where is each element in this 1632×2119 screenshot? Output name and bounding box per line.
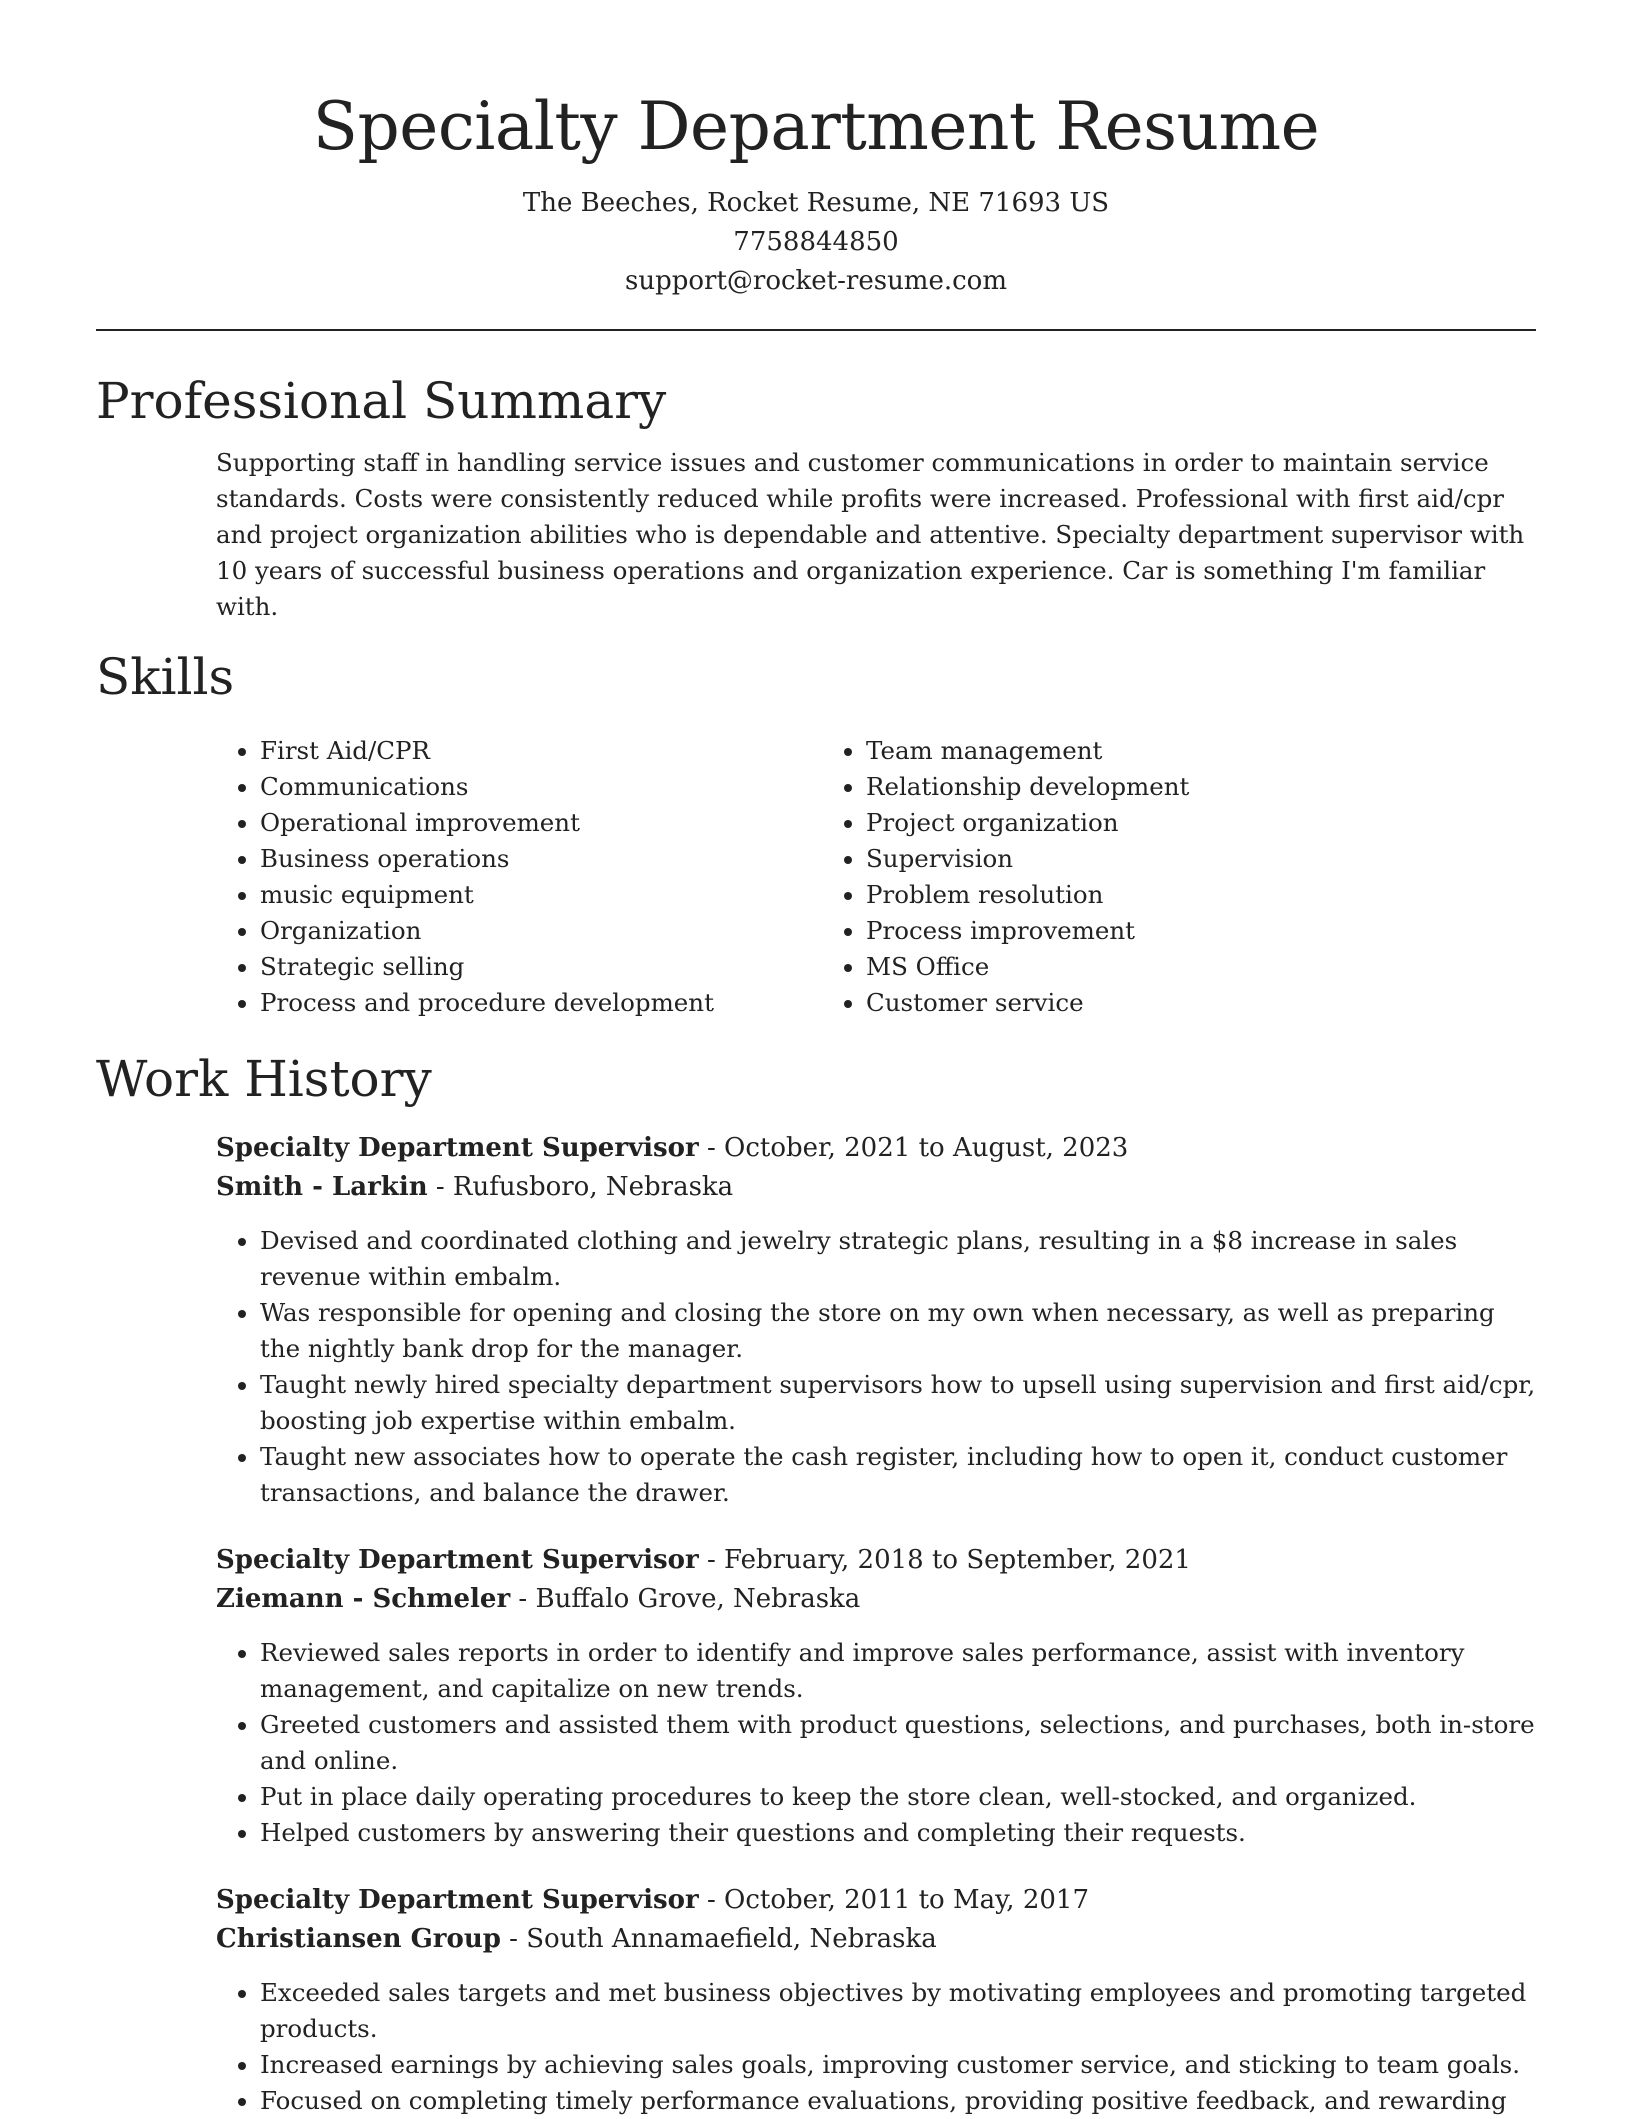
job-company-line: Ziemann - Schmeler - Buffalo Grove, Nebraska [216, 1584, 861, 1614]
summary-text: Supporting staff in handling service issues and customer communications in order to maintain service standards. Costs were consistently reduced while profits were increased. Professional with first aid/cpr and project organization abilities who is dependable and attentive. Specialty department supervisor with 10 years of successful business operations and organization experience. Car is something I'm familiar with. [216, 448, 1525, 621]
job-bullets [216, 1975, 1536, 2119]
skill-item: • Supervision [866, 841, 1189, 877]
skill-item: • Operational improvement [260, 805, 822, 841]
job-bullets [216, 1635, 1536, 1851]
work-history-heading: Work History [96, 1050, 432, 1108]
job-company-line: Smith - Larkin - Rufusboro, Nebraska [216, 1172, 734, 1202]
job-role: Specialty Department Supervisor [216, 1133, 699, 1163]
skill-item: • Communications [260, 769, 822, 805]
job-bullet: • Taught newly hired specialty department supervisors how to upsell using supervision and first aid/cpr, boosting job expertise within embalm. [260, 1367, 1536, 1439]
skill-item: • Organization [260, 913, 822, 949]
job-role-line: Specialty Department Supervisor - October, 2021 to August, 2023 [216, 1133, 1129, 1163]
job-role: Specialty Department Supervisor [216, 1545, 699, 1575]
skills-column-left [216, 733, 822, 1021]
job-bullets [216, 1223, 1536, 1511]
job-company: Smith - Larkin [216, 1172, 428, 1202]
job-company: Ziemann - Schmeler [216, 1584, 511, 1614]
job-bullet: • Was responsible for opening and closing the store on my own when necessary, as well as preparing the nightly bank drop for the manager. [260, 1295, 1536, 1367]
contact-email: support@rocket-resume.com [624, 266, 1007, 296]
skill-item: • Relationship development [866, 769, 1189, 805]
job-bullet: • Greeted customers and assisted them with product questions, selections, and purchases, both in-store and online. [260, 1707, 1536, 1779]
skill-item: • Process and procedure development [260, 985, 822, 1021]
resume-page [96, 0, 1536, 2119]
job-dates: October, 2021 to August, 2023 [724, 1133, 1129, 1163]
header-divider [96, 329, 1536, 331]
job-location: South Annamaefield, Nebraska [526, 1924, 937, 1954]
job-bullet: • Put in place daily operating procedures to keep the store clean, well-stocked, and organized. [260, 1779, 1536, 1815]
job-location: Buffalo Grove, Nebraska [535, 1584, 861, 1614]
contact-block [96, 184, 1536, 301]
job-bullet: • Devised and coordinated clothing and jewelry strategic plans, resulting in a $8 increase in sales revenue within embalm. [260, 1223, 1536, 1295]
skills-list [216, 733, 1536, 1021]
resume-title: Specialty Department Resume [312, 88, 1320, 165]
job-company-line: Christiansen Group - South Annamaefield, Nebraska [216, 1924, 937, 1954]
skill-item: • Strategic selling [260, 949, 822, 985]
job-role: Specialty Department Supervisor [216, 1885, 699, 1915]
skill-item: • MS Office [866, 949, 1189, 985]
contact-address: The Beeches, Rocket Resume, NE 71693 US [522, 188, 1110, 218]
job-bullet: • Helped customers by answering their questions and completing their requests. [260, 1815, 1536, 1851]
skill-item: • Team management [866, 733, 1189, 769]
job-bullet: • Taught new associates how to operate the cash register, including how to open it, conduct customer transactions, and balance the drawer. [260, 1439, 1536, 1511]
skill-item: • Problem resolution [866, 877, 1189, 913]
job-company: Christiansen Group [216, 1924, 501, 1954]
job-bullet: • Exceeded sales targets and met business objectives by motivating employees and promoting targeted products. [260, 1975, 1536, 2047]
job-bullet: • Reviewed sales reports in order to identify and improve sales performance, assist with inventory management, and capitalize on new trends. [260, 1635, 1536, 1707]
skill-item: • Customer service [866, 985, 1189, 1021]
job-role-line: Specialty Department Supervisor - October, 2011 to May, 2017 [216, 1885, 1089, 1915]
contact-phone: 7758844850 [733, 227, 899, 257]
job-dates: February, 2018 to September, 2021 [724, 1545, 1191, 1575]
skills-column-right [822, 733, 1189, 1021]
job-entry [216, 1129, 1536, 1511]
job-entry [216, 1541, 1536, 1851]
job-role-line: Specialty Department Supervisor - February, 2018 to September, 2021 [216, 1545, 1191, 1575]
skill-item: • Process improvement [866, 913, 1189, 949]
skill-item: • Project organization [866, 805, 1189, 841]
job-bullet: • Increased earnings by achieving sales goals, improving customer service, and sticking to team goals. [260, 2047, 1536, 2083]
skills-heading: Skills [96, 648, 235, 706]
summary-heading: Professional Summary [96, 372, 667, 430]
skill-item: • First Aid/CPR [260, 733, 822, 769]
skill-item: • Business operations [260, 841, 822, 877]
job-bullet: • Focused on completing timely performance evaluations, providing positive feedback, and rewarding [260, 2083, 1536, 2119]
job-entry [216, 1881, 1536, 2119]
skill-item: • music equipment [260, 877, 822, 913]
job-location: Rufusboro, Nebraska [452, 1172, 734, 1202]
job-dates: October, 2011 to May, 2017 [724, 1885, 1089, 1915]
